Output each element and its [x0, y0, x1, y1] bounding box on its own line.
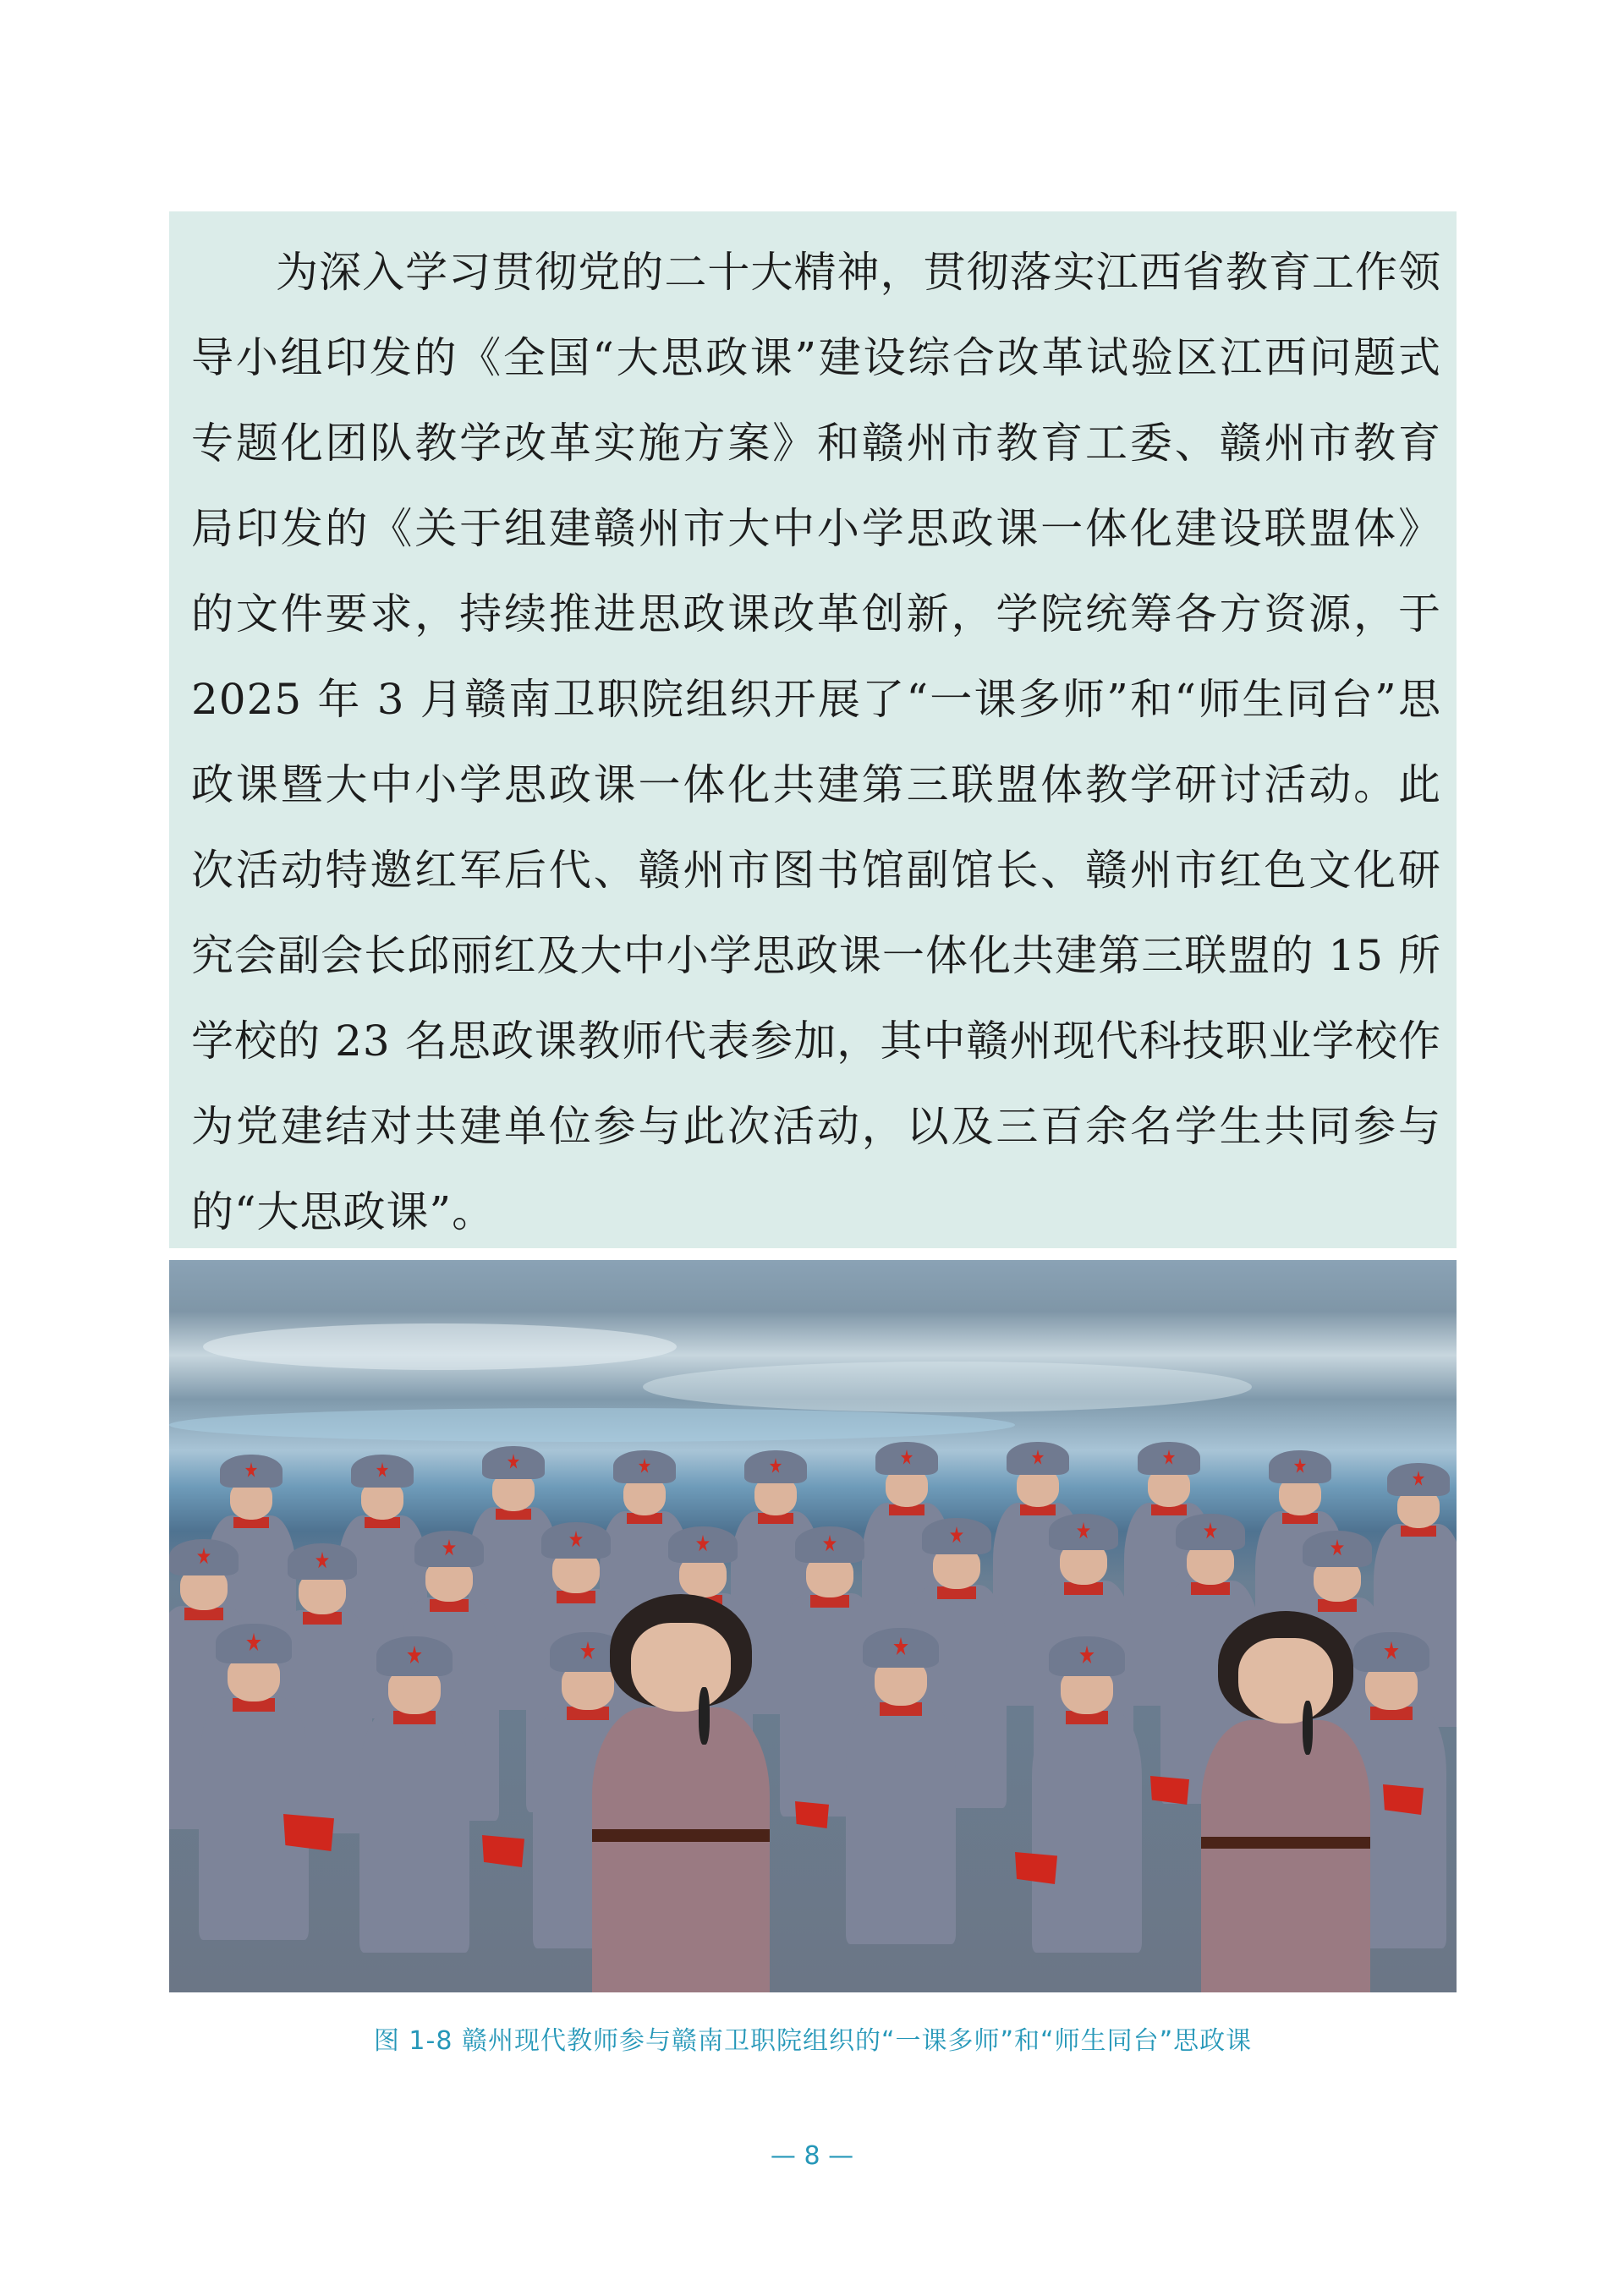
- article-text-box: [169, 211, 1457, 1248]
- red-flag: [795, 1801, 829, 1828]
- sky-highlight: [203, 1323, 677, 1370]
- soloist-teacher: [592, 1594, 770, 1992]
- red-flag: [482, 1835, 524, 1867]
- red-flag: [1015, 1852, 1057, 1884]
- sky-highlight: [643, 1362, 1252, 1412]
- figure-caption: 图 1-8 赣州现代教师参与赣南卫职院组织的“一课多师”和“师生同台”思政课: [373, 2026, 1253, 2056]
- choir-member: [482, 1446, 545, 1573]
- choir-member: [795, 1526, 864, 1666]
- choir-member: [216, 1624, 292, 1776]
- choir-member: [613, 1450, 676, 1577]
- event-photo: [169, 1260, 1457, 1992]
- choir-member: [863, 1628, 939, 1780]
- choir-member: [1387, 1463, 1450, 1590]
- sky-highlight: [169, 1408, 1015, 1442]
- article-paragraph: 为深入学习贯彻党的二十大精神，贯彻落实江西省教育工作领导小组印发的《全国“大思政课”建设综合改革试验区江西问题式专题化团队教学改革实施方案》和赣州市教育工委、赣州市教育局印发的《关于组建赣州市大中小学思政课一体化建设联盟体》的文件要求，持续推进思政课改革创新，学院统筹各方资源，于 2025 年 3 月赣南卫职院组织开展了“一课多师”和“师生同台”思政课暨大中小学思政课一体化共建第三联盟体教学研讨活动。此次活动特邀红军后代、赣州市图书馆副馆长、赣州市红色文化研究会副会长邱丽红及大中小学思政课一体化共建第三联盟的 15 所学校的 23 名思政课教师代表参加，其中赣州现代科技职业学校作为党建结对共建单位参与此次活动，以及三百余名学生共同参与的“大思政课”。: [191, 248, 1441, 1236]
- red-flag: [283, 1814, 334, 1851]
- red-flag: [1383, 1784, 1424, 1815]
- choir-member: [351, 1455, 414, 1581]
- page-number: — 8 —: [770, 2141, 854, 2171]
- red-flag: [1150, 1776, 1189, 1805]
- choir-member: [376, 1636, 453, 1789]
- soloist-student: [1201, 1611, 1370, 1992]
- choir-member: [288, 1543, 357, 1683]
- choir-member: [1049, 1514, 1118, 1653]
- choir-member: [1049, 1636, 1125, 1789]
